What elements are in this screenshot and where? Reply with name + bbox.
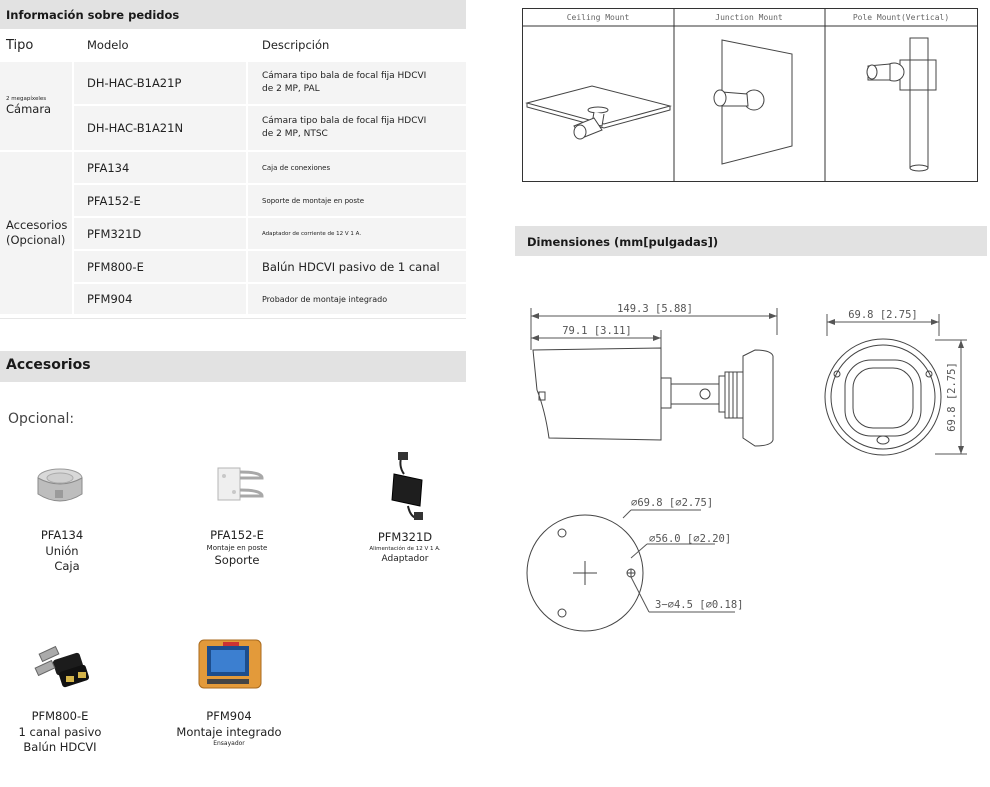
accessory-type-cell: Accesorios (Opcional) xyxy=(0,152,72,314)
table-row-model: DH-HAC-B1A21N xyxy=(74,106,246,150)
table-row-description: Balún HDCVI pasivo de 1 canal xyxy=(248,251,466,282)
power-adapter-icon xyxy=(384,452,434,524)
mounting-diagram xyxy=(522,8,978,182)
camera-type-label: Cámara xyxy=(6,102,52,116)
tester-icon xyxy=(197,636,263,692)
junction-mount-drawing xyxy=(714,40,792,164)
table-row-model: PFA152-E xyxy=(74,185,246,216)
table-row-model: PFM321D xyxy=(74,218,246,249)
mount-label-pole: Pole Mount(Vertical) xyxy=(852,13,950,22)
table-row-model: PFA134 xyxy=(74,152,246,183)
accessories-title: Accesorios xyxy=(6,357,91,373)
table-row-model: DH-HAC-B1A21P xyxy=(74,62,246,104)
mount-label-ceiling: Ceiling Mount xyxy=(566,13,630,22)
accessories-header xyxy=(0,351,466,382)
dimension-drawing xyxy=(515,290,985,640)
pole-mount-icon xyxy=(210,462,266,504)
table-row-description: Adaptador de corriente de 12 V 1 A. xyxy=(248,218,466,249)
dimensions-title: Dimensiones (mm[pulgadas]) xyxy=(527,235,719,249)
overall-length-label: 149.3 [5.88] xyxy=(617,303,693,315)
camera-megapixel-note: 2 megapíxeles xyxy=(6,96,47,102)
order-info-title: Información sobre pedidos xyxy=(6,8,180,22)
table-row-description: Soporte de montaje en poste xyxy=(248,185,466,216)
holes-label: 3−⌀4.5 [⌀0.18] xyxy=(655,599,744,611)
table-row-description: Caja de conexiones xyxy=(248,152,466,183)
dimensions-header xyxy=(515,226,987,256)
front-height-label: 69.8 [2.75] xyxy=(946,362,958,432)
table-row-description: Probador de montaje integrado xyxy=(248,284,466,314)
table-row-model: PFM904 xyxy=(74,284,246,314)
optional-label: Opcional: xyxy=(8,411,75,427)
order-info-header xyxy=(0,0,466,29)
front-width-label: 69.8 [2.75] xyxy=(848,309,918,321)
table-row-model: PFM800-E xyxy=(74,251,246,282)
accessory-caption-pfm321d: PFM321D Alimentación de 12 V 1 A. Adaptador xyxy=(369,530,441,564)
col-header-type: Tipo xyxy=(6,37,34,53)
table-divider xyxy=(0,318,466,319)
table-row-description: Cámara tipo bala de focal fija HDCVI de 2 MP, NTSC xyxy=(248,106,466,150)
balun-icon xyxy=(30,636,94,692)
body-length-label: 79.1 [3.11] xyxy=(562,325,632,337)
col-header-description: Descripción xyxy=(262,38,330,52)
mount-label-junction: Junction Mount xyxy=(715,13,783,22)
accessory-caption-pfa152e: PFA152-E Montaje en poste Soporte xyxy=(206,528,268,567)
camera-type-cell xyxy=(0,62,72,150)
table-row-description: Cámara tipo bala de focal fija HDCVI de 2 MP, PAL xyxy=(248,62,466,104)
col-header-model: Modelo xyxy=(87,38,129,52)
accessory-caption-pfm904: PFM904 Montaje integrado Ensayador xyxy=(176,709,282,748)
base-diameter-label: ⌀69.8 [⌀2.75] xyxy=(631,497,714,509)
accessory-caption-pfa134: PFA134 Unión Caja xyxy=(40,528,84,574)
hole-circle-label: ⌀56.0 [⌀2.20] xyxy=(649,533,732,545)
accessory-caption-pfm800e: PFM800-E 1 canal pasivo Balún HDCVI xyxy=(18,709,102,755)
junction-box-icon xyxy=(35,460,85,510)
